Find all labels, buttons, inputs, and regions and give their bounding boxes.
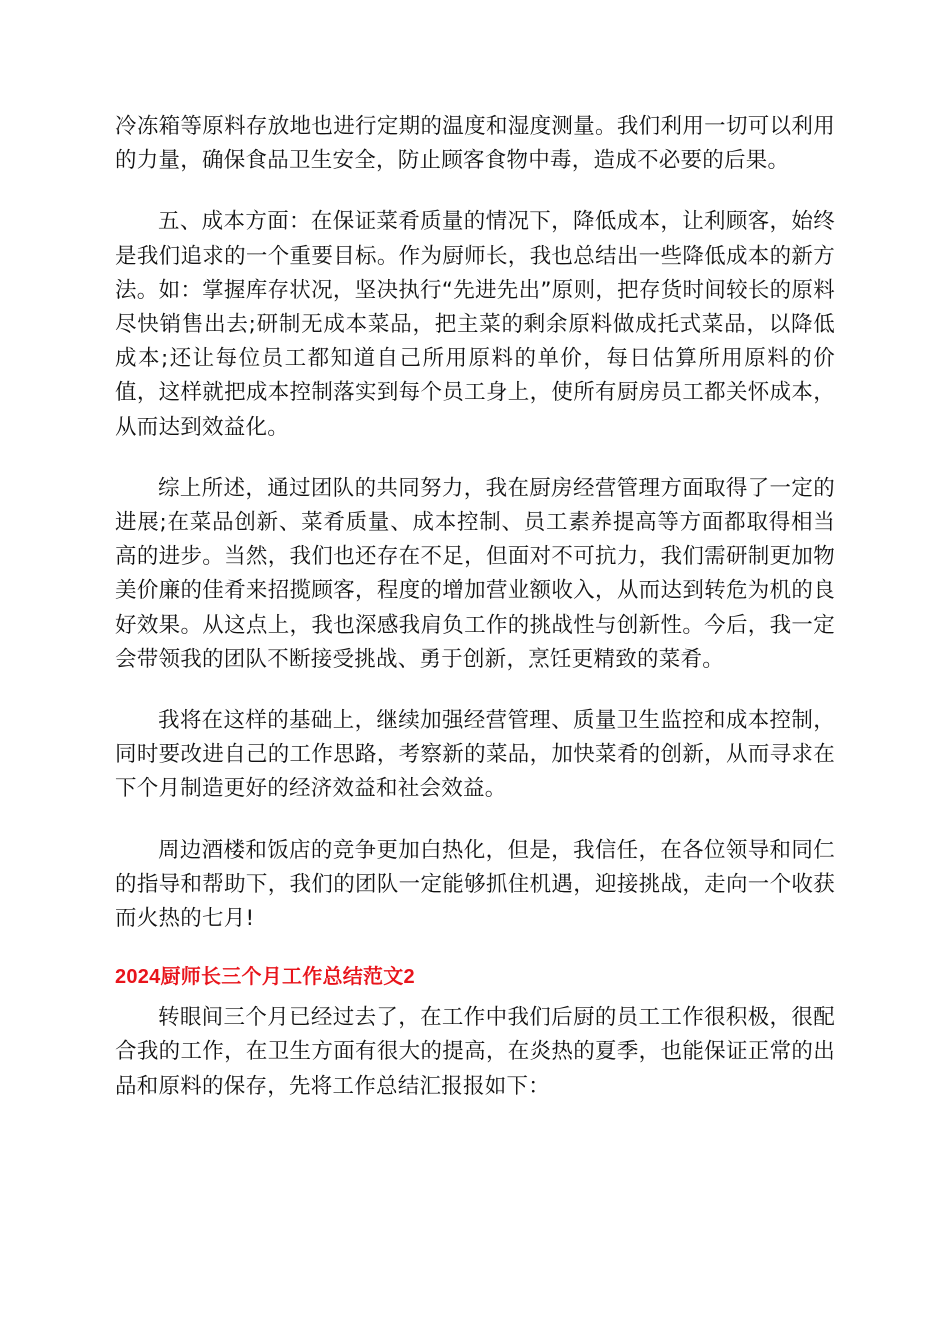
- paragraph-continuation: 冷冻箱等原料存放地也进行定期的温度和湿度测量。我们利用一切可以利用的力量，确保食品卫生安全，防止顾客食物中毒，造成不必要的后果。: [115, 114, 835, 174]
- paragraph-section-intro: 转眼间三个月已经过去了，在工作中我们后厨的员工工作很积极，很配合我的工作，在卫生方面有很大的提高，在炎热的夏季，也能保证正常的出品和原料的保存，先将工作总结汇报报如下：: [115, 1005, 835, 1099]
- paragraph-cost-section: 五、成本方面：在保证菜肴质量的情况下，降低成本，让利顾客，始终是我们追求的一个重要目标。作为厨师长，我也总结出一些降低成本的新方法。如：掌握库存状况，坚决执行“先进先出”原则，把存货时间较长的原料尽快销售出去;研制无成本菜品，把主菜的剩余原料做成托式菜品，以降低成本;还让每位员工都知道自己所用原料的单价，每日估算所用原料的价值，这样就把成本控制落实到每个员工身上，使所有厨房员工都关怀成本，从而达到效益化。: [115, 209, 835, 440]
- section-heading: 2024厨师长三个月工作总结范文2: [115, 966, 415, 989]
- paragraph-outlook: 周边酒楼和饭店的竞争更加白热化，但是，我信任，在各位领导和同仁的指导和帮助下，我们的团队一定能够抓住机遇，迎接挑战，走向一个收获而火热的七月!: [115, 837, 835, 932]
- paragraph-plan: 我将在这样的基础上，继续加强经营管理、质量卫生监控和成本控制，同时要改进自己的工作思路，考察新的菜品，加快菜肴的创新，从而寻求在下个月制造更好的经济效益和社会效益。: [115, 708, 835, 802]
- paragraph-summary: 综上所述，通过团队的共同努力，我在厨房经营管理方面取得了一定的进展;在菜品创新、菜肴质量、成本控制、员工素养提高等方面都取得相当高的进步。当然，我们也还存在不足，但面对不可抗力，我们需研制更加物美价廉的佳肴来招揽顾客，程度的增加营业额收入，从而达到转危为机的良好效果。从这点上，我也深感我肩负工作的挑战性与创新性。今后，我一定会带领我的团队不断接受挑战、勇于创新，烹饪更精致的菜肴。: [115, 475, 835, 672]
- document-body: [115, 110, 835, 1131]
